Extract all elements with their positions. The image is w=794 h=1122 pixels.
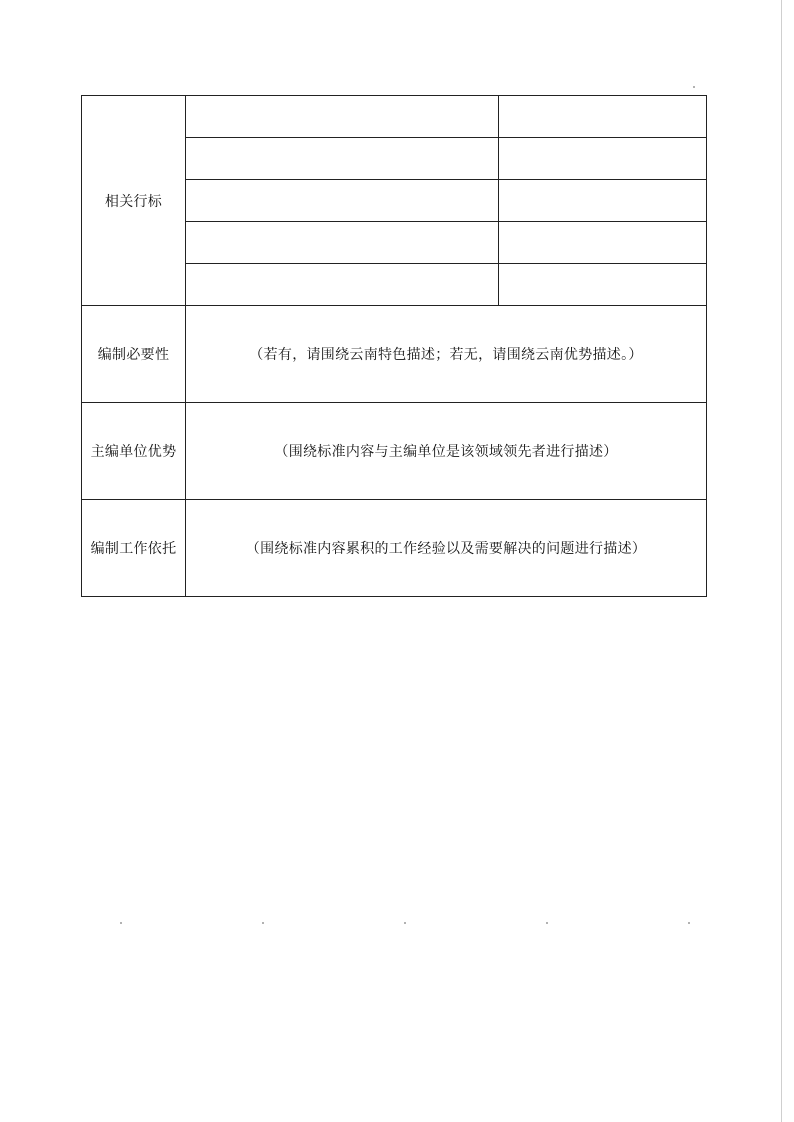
scan-speck: [688, 922, 690, 924]
scan-speck: [404, 922, 406, 924]
related-standard-name-cell[interactable]: [186, 96, 499, 138]
related-standard-name-cell[interactable]: [186, 138, 499, 180]
related-standard-code-cell[interactable]: [499, 180, 707, 222]
necessity-hint[interactable]: （若有，请围绕云南特色描述；若无，请围绕云南优势描述。）: [186, 306, 707, 403]
advantage-row: [82, 403, 707, 500]
necessity-label: 编制必要性: [82, 306, 186, 403]
standard-application-table: [81, 95, 707, 597]
related-standard-name-cell[interactable]: [186, 180, 499, 222]
necessity-row: [82, 306, 707, 403]
related-standards-label: 相关行标: [82, 96, 186, 306]
scan-speck: [120, 922, 122, 924]
work-basis-row: [82, 500, 707, 597]
advantage-hint[interactable]: （围绕标准内容与主编单位是该领域领先者进行描述）: [186, 403, 707, 500]
work-basis-hint[interactable]: （围绕标准内容累积的工作经验以及需要解决的问题进行描述）: [186, 500, 707, 597]
scan-speck: [693, 86, 695, 88]
page-edge-line: [781, 0, 782, 1122]
work-basis-label: 编制工作依托: [82, 500, 186, 597]
scan-speck: [262, 922, 264, 924]
related-standard-code-cell[interactable]: [499, 138, 707, 180]
related-standard-name-cell[interactable]: [186, 264, 499, 306]
related-standard-code-cell[interactable]: [499, 264, 707, 306]
related-standard-name-cell[interactable]: [186, 222, 499, 264]
advantage-label: 主编单位优势: [82, 403, 186, 500]
scan-speck: [546, 922, 548, 924]
related-standard-code-cell[interactable]: [499, 222, 707, 264]
related-standard-code-cell[interactable]: [499, 96, 707, 138]
related-standards-row-1: [82, 96, 707, 138]
